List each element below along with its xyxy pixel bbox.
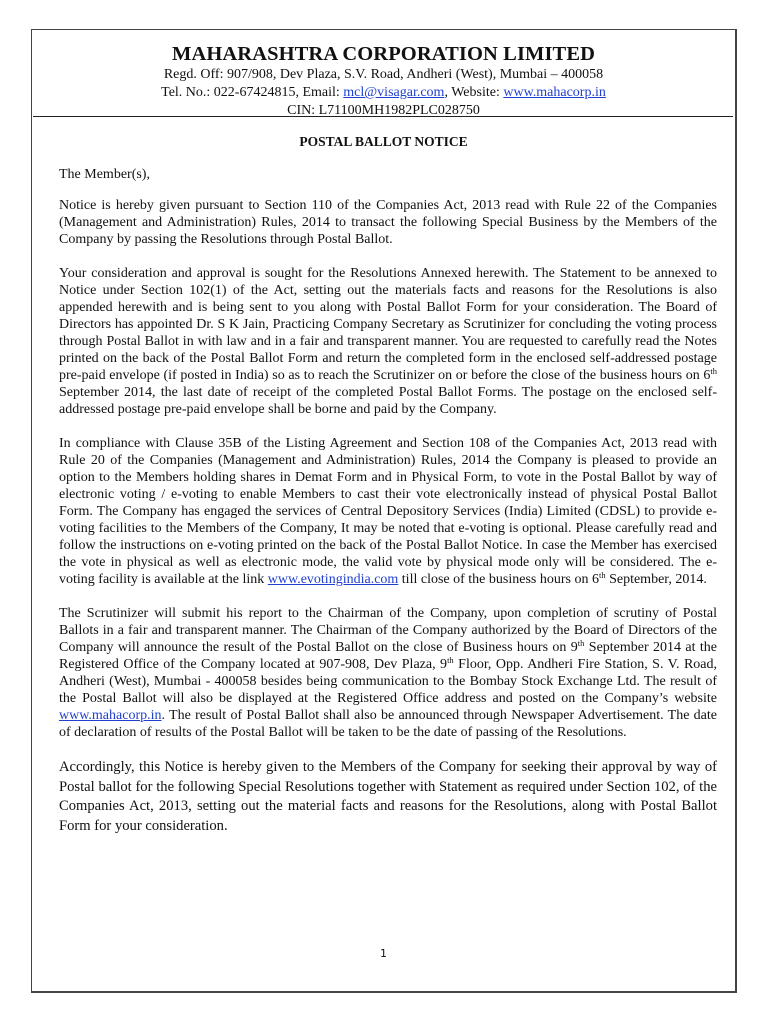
evoting-link[interactable]: www.evotingindia.com (267, 572, 399, 587)
paragraph-text: September 2014, the last date of receipt of the completed Postal Ballot Forms. The postage on the enclosed self-addressed postage pre-paid envelope shall be borne and paid by the Company. (59, 385, 717, 417)
ordinal-suffix: th (447, 655, 454, 665)
notice-body (59, 166, 717, 853)
paragraph-text: . The result of Postal Ballot shall also be announced through Newspaper Advertisement. The date of declaration of results of the Postal Ballot will be taken to be the date of passing of the Resolutions. (59, 708, 717, 740)
paragraph-accordingly: Accordingly, this Notice is hereby given to the Members of the Company for seeking their approval by way of Postal ballot for the following Special Resolutions together with Statement as required under Section 102, of the Companies Act, 2013, setting out the material facts and reasons for the Resolutions, along with Postal Ballot Form for your consideration. (59, 759, 717, 834)
website-label: , Website: (444, 85, 504, 100)
ordinal-suffix: th (598, 570, 606, 580)
registered-office-address: Regd. Off: 907/908, Dev Plaza, S.V. Road, Andheri (West), Mumbai – 400058 (163, 67, 604, 82)
page-frame (31, 29, 737, 993)
page-number: 1 (380, 947, 387, 960)
paragraph-text: till close of the business hours on 6 (398, 572, 599, 587)
company-website-link[interactable]: www.mahacorp.in (59, 708, 162, 723)
ordinal-suffix: th (710, 366, 717, 376)
paragraph-e-voting (59, 435, 717, 588)
email-link[interactable]: mcl@visagar.com (343, 85, 445, 100)
notice-title: POSTAL BALLOT NOTICE (299, 134, 468, 149)
header-divider (33, 116, 733, 117)
letterhead (32, 42, 735, 120)
paragraph-consideration (59, 265, 717, 418)
company-name: MAHARASHTRA CORPORATION LIMITED (172, 43, 595, 65)
contact-line (32, 84, 735, 102)
paragraph-text: The Scrutinizer will submit his report to the Chairman of the Company, upon completion of scrutiny of Postal Ballots in a fair and transparent manner. The Chairman of the Company authorized by the Board of Directors of the Company will announce the result of the Postal Ballot on the close of Business hours on 9 (59, 606, 717, 655)
ordinal-suffix: th (577, 638, 585, 648)
paragraph-text: In compliance with Clause 35B of the Listing Agreement and Section 108 of the Companies Act, 2013 read with Rule 20 of the Companies (Management and Administration) Rules, 2014 the Company is pleased to provide an option to the Members holding shares in Demat Form and in Physical Form, to vote in the Postal Ballot by way of electronic voting / e-voting to enable Members to cast their vote electronically instead of physical Postal Ballot Form. The Company has engaged the services of Central Depository Services (India) Limited (CDSL) to provide e-voting facilities to the Members of the Company, It may be noted that e-voting is optional. Please carefully read and follow the instructions on e-voting printed on the back of the Postal Ballot Notice. In case the Member has exercised the vote in physical as well as electronic mode, the valid vote by physical mode only will be considered. The e-voting facility is available at the link (59, 436, 717, 587)
greeting: The Member(s), (59, 167, 150, 182)
paragraph-text: September, 2014. (605, 572, 707, 587)
paragraph-scrutinizer-report (59, 605, 717, 741)
paragraph-text: Floor, Opp. Andheri Fire Station, S. V. Road, Andheri (West), Mumbai - 400058 besides being communication to the Bombay Stock Exchange Ltd. The result of the Postal Ballot will also be displayed at the Registered Office address and posted on the Company’s website (59, 657, 718, 706)
paragraph-text: Your consideration and approval is sought for the Resolutions Annexed herewith. The Statement to be annexed to Notice under Section 102(1) of the Act, setting out the materials facts and reasons for the Resolutions is also appended herewith and is being sent to you along with Postal Ballot Form for your consideration. The Board of Directors has appointed Dr. S K Jain, Practicing Company Secretary as Scrutinizer for concluding the voting process through Postal Ballot in with law and in a fair and transparent manner. You are requested to carefully read the Notes printed on the back of the Postal Ballot Form and return the completed form in the enclosed self-addressed postage pre-paid envelope (if posted in India) so as to reach the Scrutinizer on or before the close of the business hours on 6 (59, 266, 717, 383)
paragraph-notice: Notice is hereby given pursuant to Section 110 of the Companies Act, 2013 read with Rule 22 of the Companies (Management and Administration) Rules, 2014 to transact the following Special Business by the Members of the Company by passing the Resolutions through Postal Ballot. (59, 198, 717, 247)
paragraph-text: September 2014 at the Registered Office of the Company located at 907-908, Dev Plaza, 9 (59, 640, 717, 672)
telephone-text: Tel. No.: 022-67424815, Email: (161, 85, 344, 100)
website-link[interactable]: www.mahacorp.in (503, 85, 606, 100)
cin-number: CIN: L71100MH1982PLC028750 (287, 103, 480, 118)
